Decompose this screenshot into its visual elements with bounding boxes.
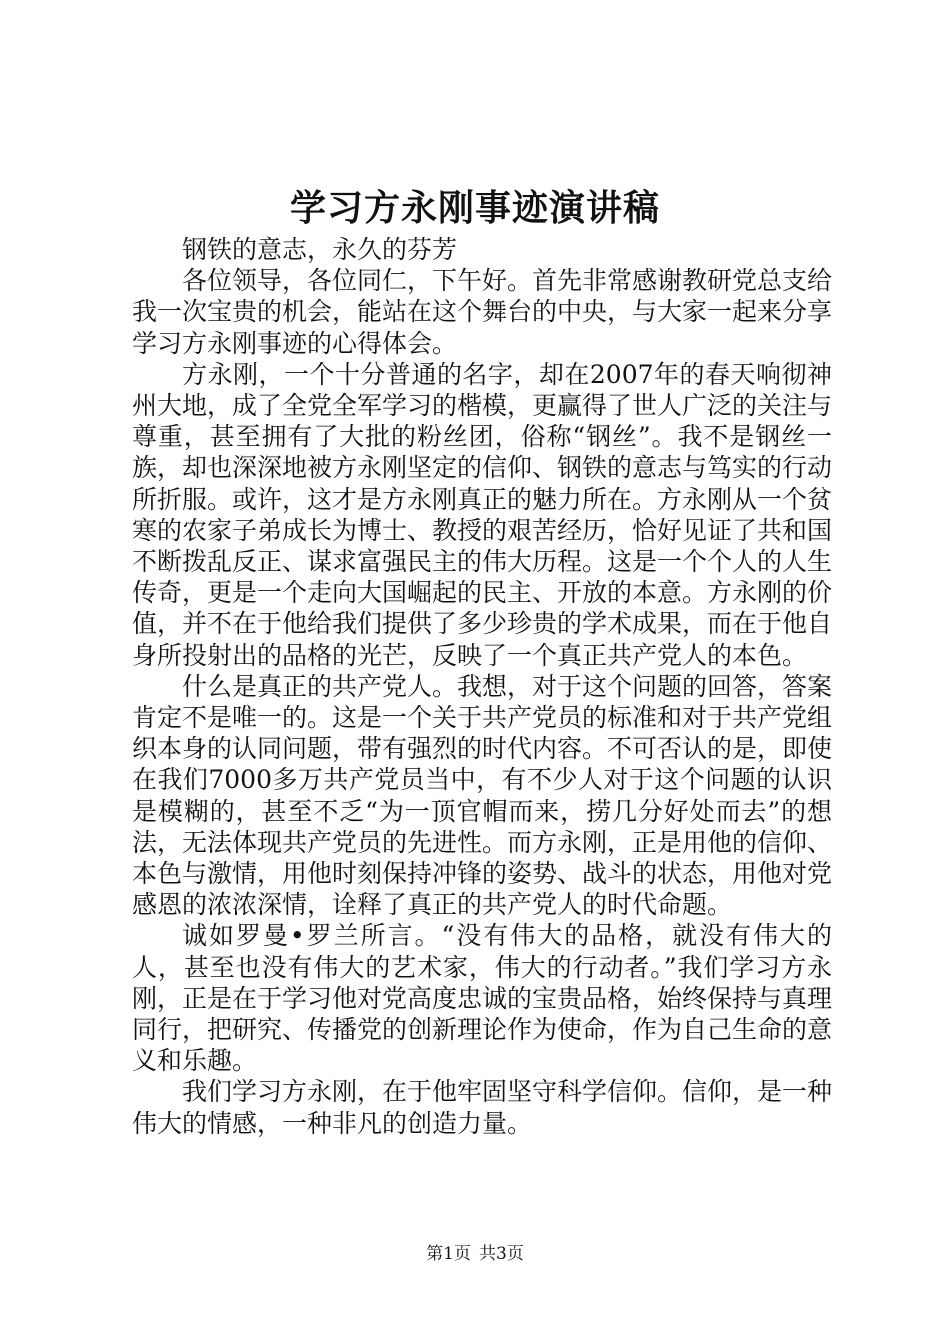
page-number: 第1页 [426,1244,471,1264]
paragraph: 诚如罗曼•罗兰所言。“没有伟大的品格，就没有伟大的人，甚至也没有伟大的艺术家，伟大的行动者。”我们学习方永刚，正是在于学习他对党高度忠诚的宝贵品格，始终保持与真理同行，把研究、传播党的创新理论作为使命，作为自己生命的意义和乐趣。 [132,921,833,1076]
paragraph-subtitle: 钢铁的意志，永久的芬芳 [182,235,458,264]
paragraph: 什么是真正的共产党人。我想，对于这个问题的回答，答案肯定不是唯一的。这是一个关于共产党员的标准和对于共产党组织本身的认同问题，带有强烈的时代内容。不可否认的是，即使在我们7000多万共产党员当中，有不少人对于这个问题的认识是模糊的，甚至不乏“为一顶官帽而来，捞几分好处而去”的想法，无法体现共产党员的先进性。而方永刚，正是用他的信仰、本色与激情，用他时刻保持冲锋的姿势、战斗的状态，用他对党感恩的浓浓深情，诠释了真正的共产党人的时代命题。 [132,671,833,920]
paragraph: 各位领导，各位同仁，下午好。首先非常感谢教研党总支给我一次宝贵的机会，能站在这个舞台的中央，与大家一起来分享学习方永刚事迹的心得体会。 [132,266,833,358]
document-body [132,234,832,1139]
paragraph: 方永刚，一个十分普通的名字，却在2007年的春天响彻神州大地，成了全党全军学习的楷模，更赢得了世人广泛的关注与尊重，甚至拥有了大批的粉丝团，俗称“钢丝”。我不是钢丝一族，却也深深地被方永刚坚定的信仰、钢铁的意志与笃实的行动所折服。或许，这才是方永刚真正的魅力所在。方永刚从一个贫寒的农家子弟成长为博士、教授的艰苦经历，恰好见证了共和国不断拨乱反正、谋求富强民主的伟大历程。这是一个个人的人生传奇，更是一个走向大国崛起的民主、开放的本意。方永刚的价值，并不在于他给我们提供了多少珍贵的学术成果，而在于他自身所投射出的品格的光芒，反映了一个真正共产党人的本色。 [132,359,833,670]
paragraph: 我们学习方永刚，在于他牢固坚守科学信仰。信仰，是一种伟大的情感，一种非凡的创造力量。 [132,1077,833,1138]
page-footer [0,1243,950,1265]
page-total: 共3页 [479,1244,524,1264]
document-title: 学习方永刚事迹演讲稿 [289,188,660,229]
